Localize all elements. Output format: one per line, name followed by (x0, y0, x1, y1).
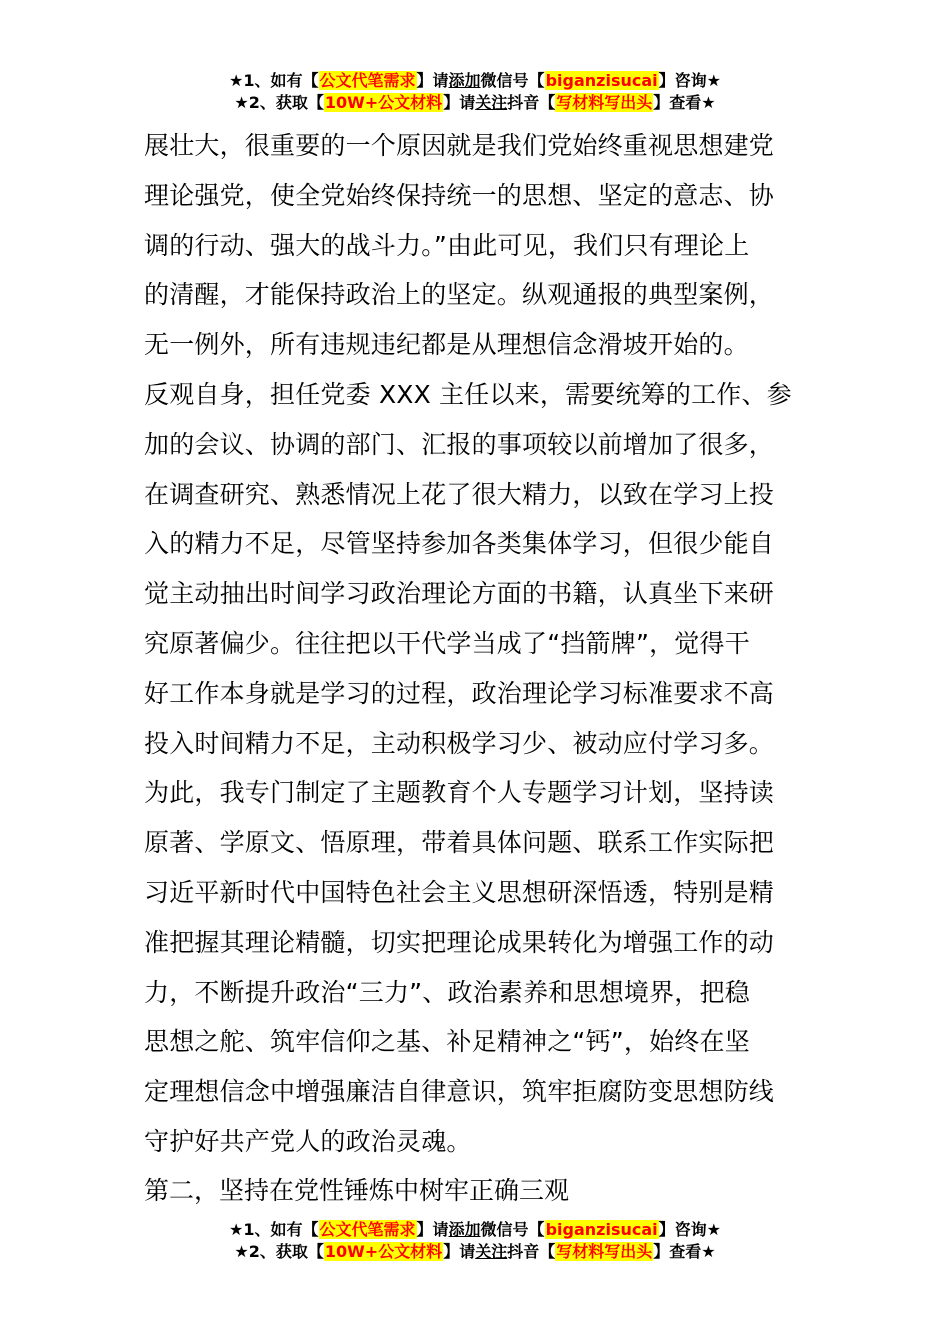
text-line: 理论强党，使全党始终保持统一的思想、坚定的意志、协 (144, 180, 775, 210)
text-line: 投入时间精力不足，主动积极学习少、被动应付学习多。 (144, 728, 775, 758)
banner-text: 】请 (443, 1242, 476, 1261)
banner-highlight: 公文代笔需求 (319, 71, 416, 90)
banner-text: 】请 (416, 1220, 449, 1239)
banner-text: ★1、如有【 (229, 1220, 319, 1239)
text-line: 守护好共产党人的政治灵魂。 (144, 1126, 472, 1156)
text-line: 力，不断提升政治“三力”、政治素养和思想境界，把稳 (144, 977, 750, 1007)
banner-underlined: 关注 (475, 93, 508, 112)
text-line: 为此，我专门制定了主题教育个人专题学习计划，坚持读 (144, 778, 775, 808)
banner-text: ★2、获取【 (234, 93, 324, 112)
banner-text: ★2、获取【 (234, 1242, 324, 1261)
banner-text: 抖音【 (507, 1242, 556, 1261)
banner-line-2 (0, 1241, 950, 1263)
text-line: 好工作本身就是学习的过程，政治理论学习标准要求不高 (144, 678, 775, 708)
text-line: 准把握其理论精髓，切实把理论成果转化为增强工作的动 (144, 927, 775, 957)
banner-underlined: 添加 (448, 1220, 481, 1239)
banner-underlined: 关注 (475, 1242, 508, 1261)
banner-highlight: 10W+公文材料 (324, 93, 443, 112)
text-line: 反观自身，担任党委 XXX 主任以来，需要统筹的工作、参 (144, 379, 792, 409)
footer-banner (0, 1219, 950, 1263)
text-line: 觉主动抽出时间学习政治理论方面的书籍，认真坐下来研 (144, 579, 775, 609)
banner-text: 】查看★ (653, 1242, 716, 1261)
header-banner (0, 70, 950, 114)
banner-text: 】请 (416, 71, 449, 90)
banner-text: 微信号【 (480, 71, 545, 90)
banner-highlight: 10W+公文材料 (324, 1242, 443, 1261)
banner-text: 】查看★ (653, 93, 716, 112)
banner-highlight: 写材料写出头 (556, 93, 653, 112)
banner-highlight: biganzisucai (545, 1220, 658, 1239)
section-heading: 第二，坚持在党性锤炼中树牢正确三观 (144, 1176, 570, 1205)
text-line: 无一例外，所有违规违纪都是从理想信念滑坡开始的。 (144, 330, 749, 360)
text-line: 的清醒，才能保持政治上的坚定。纵观通报的典型案例， (144, 280, 775, 310)
banner-highlight: 写材料写出头 (556, 1242, 653, 1261)
text-line: 入的精力不足，尽管坚持参加各类集体学习，但很少能自 (144, 529, 775, 559)
document-body (144, 121, 808, 1167)
banner-text: 抖音【 (507, 93, 556, 112)
text-line: 究原著偏少。往往把以干代学当成了“挡箭牌”，觉得干 (144, 628, 750, 658)
banner-text: 】咨询★ (658, 1220, 721, 1239)
text-line: 展壮大，很重要的一个原因就是我们党始终重视思想建党 (144, 131, 775, 160)
banner-underlined: 添加 (448, 71, 481, 90)
banner-highlight: biganzisucai (545, 71, 658, 90)
banner-line-1 (0, 1219, 950, 1241)
text-line: 原著、学原文、悟原理，带着具体问题、联系工作实际把 (144, 828, 775, 858)
text-line: 习近平新时代中国特色社会主义思想研深悟透，特别是精 (144, 877, 775, 907)
text-line: 在调查研究、熟悉情况上花了很大精力，以致在学习上投 (144, 479, 775, 509)
text-line: 加的会议、协调的部门、汇报的事项较以前增加了很多， (144, 429, 775, 459)
text-line: 思想之舵、筑牢信仰之基、补足精神之“钙”，始终在坚 (144, 1027, 750, 1057)
banner-text: ★1、如有【 (229, 71, 319, 90)
banner-highlight: 公文代笔需求 (319, 1220, 416, 1239)
text-line: 调的行动、强大的战斗力。”由此可见，我们只有理论上 (144, 230, 750, 260)
banner-line-1 (0, 70, 950, 92)
text-line: 定理想信念中增强廉洁自律意识，筑牢拒腐防变思想防线 (144, 1077, 775, 1107)
banner-text: 微信号【 (480, 1220, 545, 1239)
banner-text: 】请 (443, 93, 476, 112)
banner-text: 】咨询★ (658, 71, 721, 90)
banner-line-2 (0, 92, 950, 114)
